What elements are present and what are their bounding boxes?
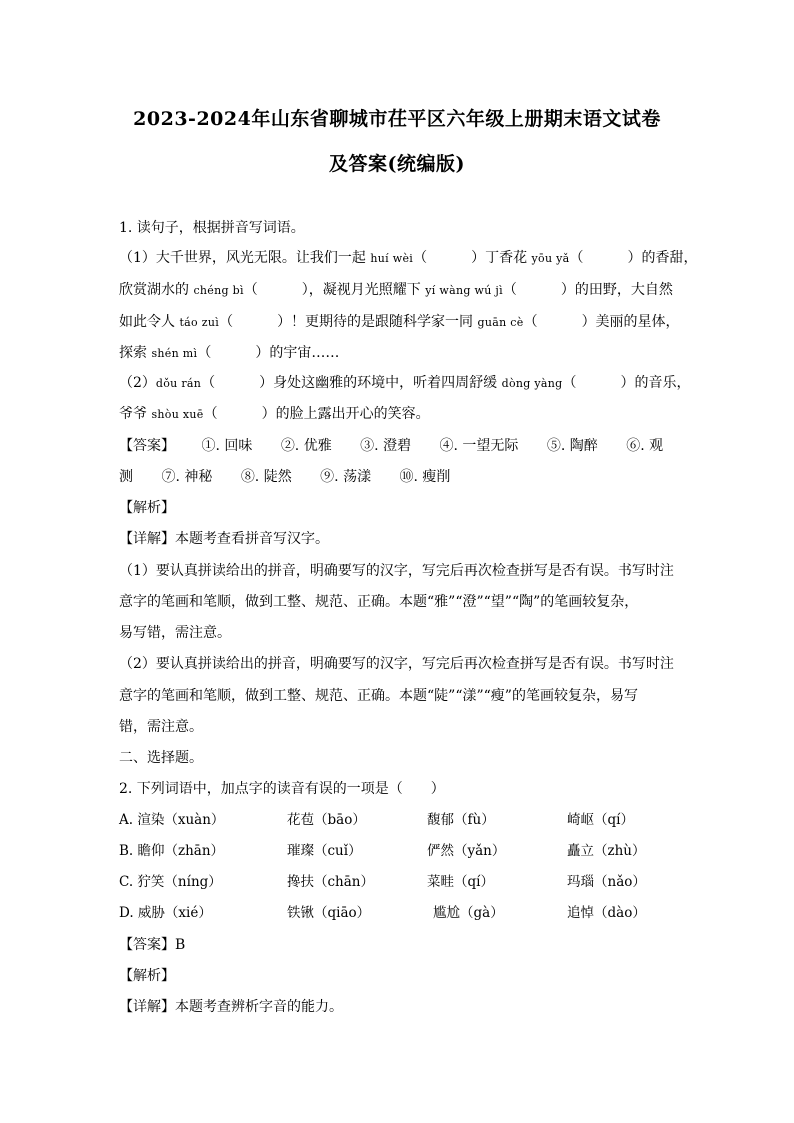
q1-stem: 1. 读句子，根据拼音写词语。 [119, 220, 305, 236]
q2-analysis-label: 【解析】 [119, 968, 175, 984]
q1-para2-line1: （2）dǒu rán（ ）身处这幽雅的环境中，听着四周舒缓 dòng yàng（ ）的音乐， [119, 375, 691, 391]
answer-item: 测 [119, 469, 133, 485]
option-b-1: B. 瞻仰（zhān） [119, 843, 225, 859]
answer-item: ②. 优雅 [280, 438, 332, 454]
q1-detail-2-line3: 错，需注意。 [119, 719, 203, 735]
option-a-1: A. 渲染（xuàn） [119, 812, 225, 828]
option-b-2: 璀璨（cuǐ） [287, 843, 362, 859]
answer-item: ⑦. 神秘 [161, 469, 213, 485]
document-title-line-2: 及答案(统编版) [329, 153, 465, 175]
option-d-1: D. 威胁（xié） [119, 905, 212, 921]
option-d-3: 尴尬（gà） [433, 905, 504, 921]
answer-item: ⑨. 荡漾 [320, 469, 372, 485]
option-b-4: 矗立（zhù） [567, 843, 646, 859]
answer-item: ⑥. 观 [626, 438, 664, 454]
option-a-2: 花苞（bāo） [287, 812, 366, 828]
option-c-1: C. 狞笑（níng） [119, 874, 222, 890]
q1-detail-1-line2: 意字的笔画和笔顺，做到工整、规范、正确。本题“雅”“澄”“望”“陶”的笔画较复杂， [119, 594, 639, 610]
q2-stem: 2. 下列词语中，加点字的读音有误的一项是（ ） [119, 781, 445, 797]
answer-item: ④. 一望无际 [439, 438, 519, 454]
q1-para2-line2: 爷爷 shòu xuē（ ）的脸上露出开心的笑容。 [119, 406, 430, 422]
option-c-3: 菜畦（qí） [427, 874, 494, 890]
answer-item: ⑤. 陶醉 [546, 438, 598, 454]
option-c-4: 玛瑙（nǎo） [567, 874, 646, 890]
answer-item: ①. 回味 [201, 438, 253, 454]
q2-answer: 【答案】B [119, 937, 186, 953]
answer-item: ⑧. 陡然 [240, 469, 292, 485]
q1-analysis-label: 【解析】 [119, 500, 175, 516]
q2-detail: 【详解】本题考查辨析字音的能力。 [119, 999, 343, 1015]
answer-label: 【答案】 [119, 438, 175, 454]
option-d-4: 追悼（dào） [567, 905, 646, 921]
q1-detail-2-line1: （2）要认真拼读给出的拼音，明确要写的汉字，写完后再次检查拼写是否有误。书写时注 [119, 656, 674, 672]
answer-item: ③. 澄碧 [360, 438, 412, 454]
option-a-4: 崎岖（qí） [567, 812, 634, 828]
q1-detail-1-line3: 易写错，需注意。 [119, 625, 231, 641]
answer-item: ⑩. 瘦削 [399, 469, 451, 485]
option-c-2: 搀扶（chān） [287, 874, 374, 890]
q1-detail: 【详解】本题考查看拼音写汉字。 [119, 531, 329, 547]
option-d-2: 铁锹（qiāo） [287, 905, 371, 921]
document-title-line-1: 2023-2024年山东省聊城市茌平区六年级上册期末语文试卷 [133, 108, 661, 130]
q1-detail-2-line2: 意字的笔画和笔顺，做到工整、规范、正确。本题“陡”“漾”“瘦”的笔画较复杂，易写 [119, 688, 638, 704]
option-a-3: 馥郁（fù） [427, 812, 495, 828]
q1-answer-line1 [119, 436, 679, 456]
q1-detail-1-line1: （1）要认真拼读给出的拼音，明确要写的汉字，写完后再次检查拼写是否有误。书写时注 [119, 563, 674, 579]
q1-answer-line2 [119, 467, 679, 487]
q1-para1-line4: 探索 shén mì（ ）的宇宙…… [119, 345, 340, 361]
section-2-heading: 二、选择题。 [119, 750, 203, 766]
option-b-3: 俨然（yǎn） [427, 843, 506, 859]
q1-para1-line1: （1）大千世界，风光无限。让我们一起 huí wèi（ ）丁香花 yōu yǎ（ ）的香甜， [119, 250, 698, 266]
q1-para1-line2: 欣赏湖水的 chéng bì（ ），凝视月光照耀下 yí wàng wú jì（ ）的田野，大自然 [119, 282, 673, 298]
q1-para1-line3: 如此令人 táo zuì（ ）！更期待的是跟随科学家一同 guān cè（ ）美丽的星体， [119, 314, 680, 330]
